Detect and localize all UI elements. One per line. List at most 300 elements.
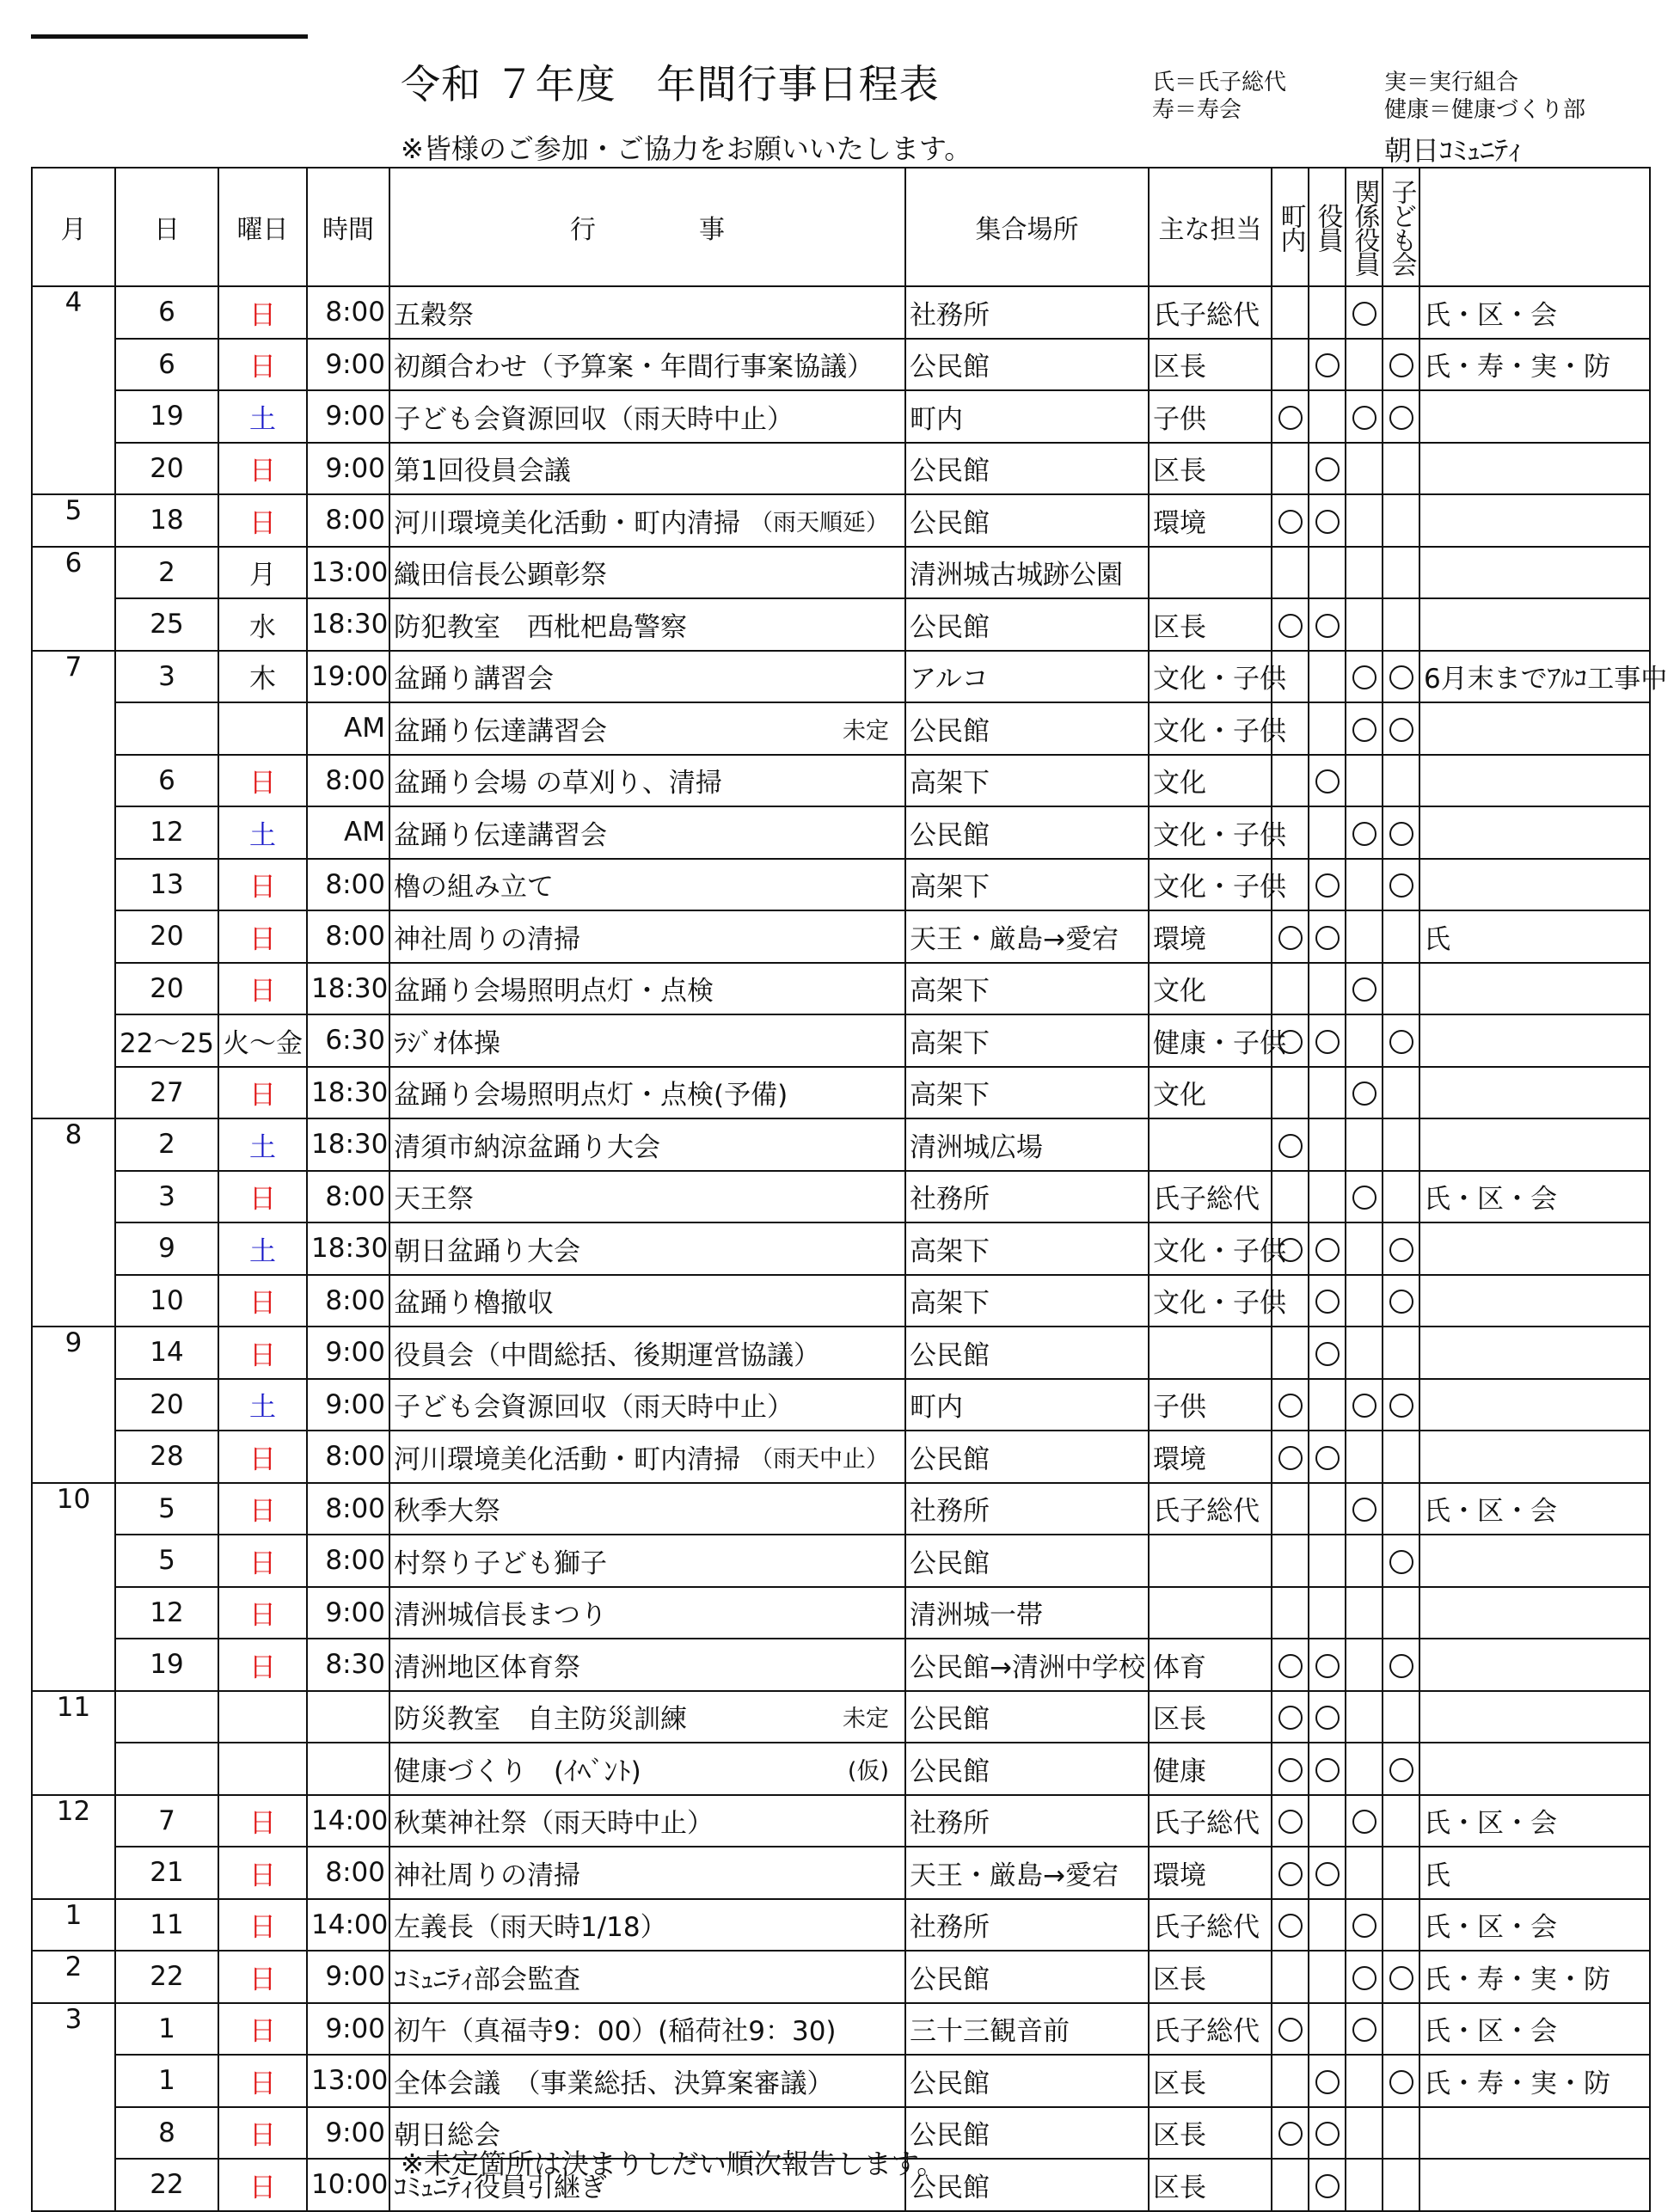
place-cell: 高架下 <box>905 1275 1149 1327</box>
note-cell <box>1419 1275 1650 1327</box>
event-content <box>394 657 901 695</box>
circle-mark-icon <box>1352 1914 1376 1938</box>
kodomo-mark-cell <box>1383 702 1419 755</box>
yakuin-mark-cell <box>1309 443 1346 495</box>
weekday-cell <box>218 702 307 755</box>
event-cell <box>389 390 905 443</box>
event-content <box>394 1541 901 1580</box>
kodomo-mark-cell <box>1383 1327 1419 1379</box>
event-content <box>394 605 901 644</box>
yakuin-mark-cell <box>1309 1014 1346 1067</box>
kodomo-mark-cell <box>1383 1275 1419 1327</box>
event-name: 天王祭 <box>394 1184 474 1216</box>
event-name: 初顔合わせ（予算案・年間行事案協議） <box>394 352 874 383</box>
col-day: 日 <box>115 168 218 286</box>
chonai-mark-cell <box>1272 2003 1309 2056</box>
kankei-mark-cell <box>1346 1222 1383 1275</box>
schedule-row <box>32 1951 1650 2003</box>
event-name: 織田信長公顕彰祭 <box>394 560 607 591</box>
circle-mark-icon <box>1315 926 1340 950</box>
event-content <box>394 813 901 852</box>
charge-cell: 氏子総代 <box>1149 1899 1272 1952</box>
event-content <box>394 1177 901 1216</box>
place-cell: 天王・厳島→愛宕 <box>905 910 1149 963</box>
circle-mark-icon <box>1315 614 1340 638</box>
circle-mark-icon <box>1315 457 1340 481</box>
yakuin-mark-cell <box>1309 859 1346 911</box>
kodomo-mark-cell <box>1383 910 1419 963</box>
place-cell: 高架下 <box>905 1014 1149 1067</box>
charge-cell <box>1149 547 1272 599</box>
charge-cell: 区長 <box>1149 1691 1272 1743</box>
circle-mark-icon <box>1352 302 1376 326</box>
month-cell: 4 <box>32 286 115 494</box>
day-cell <box>115 1691 218 1743</box>
place-cell: 清洲城一帯 <box>905 1587 1149 1639</box>
kodomo-mark-cell <box>1383 859 1419 911</box>
charge-cell: 区長 <box>1149 443 1272 495</box>
event-cell <box>389 1847 905 1899</box>
day-cell: 21 <box>115 1847 218 1899</box>
kankei-mark-cell <box>1346 1691 1383 1743</box>
chonai-mark-cell <box>1272 1535 1309 1587</box>
schedule-row <box>32 1899 1650 1952</box>
kodomo-mark-cell <box>1383 1639 1419 1691</box>
kankei-mark-cell <box>1346 1587 1383 1639</box>
time-cell: 8:30 <box>307 1639 389 1691</box>
charge-cell: 文化 <box>1149 963 1272 1015</box>
chonai-mark-cell <box>1272 963 1309 1015</box>
charge-cell: 文化 <box>1149 1067 1272 1119</box>
header-rule <box>31 34 308 39</box>
circle-mark-icon <box>1389 1290 1413 1314</box>
place-cell: 社務所 <box>905 286 1149 339</box>
kankei-mark-cell <box>1346 910 1383 963</box>
day-cell: 22 <box>115 1951 218 2003</box>
kodomo-mark-cell <box>1383 1951 1419 2003</box>
schedule-row <box>32 806 1650 859</box>
charge-cell: 体育 <box>1149 1639 1272 1691</box>
kankei-mark-cell <box>1346 963 1383 1015</box>
note-cell <box>1419 1067 1650 1119</box>
yakuin-mark-cell <box>1309 2159 1346 2211</box>
month-cell: 8 <box>32 1118 115 1327</box>
event-content <box>394 553 901 591</box>
yakuin-mark-cell <box>1309 963 1346 1015</box>
kankei-mark-cell <box>1346 2159 1383 2211</box>
time-cell: 13:00 <box>307 547 389 599</box>
day-cell: 6 <box>115 286 218 339</box>
circle-mark-icon <box>1315 1758 1340 1782</box>
day-cell: 18 <box>115 494 218 547</box>
event-name: 秋葉神社祭（雨天時中止） <box>394 1808 714 1840</box>
chonai-mark-cell <box>1272 339 1309 391</box>
yakuin-mark-cell <box>1309 1275 1346 1327</box>
circle-mark-icon <box>1352 1186 1376 1210</box>
time-cell: AM <box>307 806 389 859</box>
charge-cell: 文化・子供 <box>1149 1222 1272 1275</box>
kodomo-mark-cell <box>1383 1743 1419 1795</box>
schedule-row <box>32 1483 1650 1535</box>
event-cell <box>389 755 905 807</box>
event-name: 防災教室 自主防災訓練 <box>394 1704 687 1736</box>
day-cell: 19 <box>115 390 218 443</box>
yakuin-mark-cell <box>1309 1222 1346 1275</box>
chonai-mark-cell <box>1272 755 1309 807</box>
event-cell <box>389 1118 905 1171</box>
circle-mark-icon <box>1278 1914 1303 1938</box>
time-cell: 8:00 <box>307 910 389 963</box>
kodomo-mark-cell <box>1383 1899 1419 1952</box>
event-cell <box>389 702 905 755</box>
time-cell: 14:00 <box>307 1795 389 1847</box>
circle-mark-icon <box>1278 406 1303 430</box>
note-cell <box>1419 755 1650 807</box>
kodomo-mark-cell <box>1383 443 1419 495</box>
event-remark: 未定 <box>843 1706 889 1733</box>
event-name: 初午（真福寺9：00）(稲荷社9：30) <box>394 2016 837 2048</box>
charge-cell: 子供 <box>1149 390 1272 443</box>
place-cell: 高架下 <box>905 755 1149 807</box>
yakuin-mark-cell <box>1309 1743 1346 1795</box>
time-cell: 18:30 <box>307 1222 389 1275</box>
chonai-mark-cell <box>1272 1118 1309 1171</box>
day-cell: 5 <box>115 1483 218 1535</box>
note-cell <box>1419 494 1650 547</box>
yakuin-mark-cell <box>1309 1535 1346 1587</box>
event-name: 清洲地区体育祭 <box>394 1651 580 1683</box>
kodomo-mark-cell <box>1383 963 1419 1015</box>
circle-mark-icon <box>1315 2174 1340 2198</box>
yakuin-mark-cell <box>1309 755 1346 807</box>
col-time: 時間 <box>307 168 389 286</box>
kodomo-mark-cell <box>1383 1014 1419 1067</box>
time-cell: 8:00 <box>307 494 389 547</box>
time-cell: 8:00 <box>307 1535 389 1587</box>
weekday-cell: 土 <box>218 806 307 859</box>
month-cell: 1 <box>32 1899 115 1952</box>
place-cell: 清洲城古城跡公園 <box>905 547 1149 599</box>
day-cell: 28 <box>115 1431 218 1483</box>
time-cell: 14:00 <box>307 1899 389 1952</box>
charge-cell: 文化・子供 <box>1149 859 1272 911</box>
weekday-cell: 日 <box>218 1535 307 1587</box>
circle-mark-icon <box>1278 2122 1303 2146</box>
event-name: 盆踊り講習会 <box>394 664 554 695</box>
circle-mark-icon <box>1315 1342 1340 1366</box>
circle-mark-icon <box>1315 1706 1340 1730</box>
place-cell: 公民館 <box>905 1431 1149 1483</box>
note-cell <box>1419 963 1650 1015</box>
circle-mark-icon <box>1278 510 1303 534</box>
note-cell <box>1419 1327 1650 1379</box>
event-cell <box>389 443 905 495</box>
schedule-row <box>32 1171 1650 1223</box>
event-name: 左義長（雨天時1/18） <box>394 1912 667 1944</box>
note-cell: 氏・寿・実・防 <box>1419 2055 1650 2107</box>
place-cell: 公民館 <box>905 1743 1149 1795</box>
place-cell: 高架下 <box>905 1222 1149 1275</box>
event-cell <box>389 1743 905 1795</box>
time-cell: 8:00 <box>307 859 389 911</box>
schedule-row <box>32 339 1650 391</box>
schedule-row <box>32 2003 1650 2056</box>
yakuin-mark-cell <box>1309 1691 1346 1743</box>
event-name: 清洲城信長まつり <box>394 1600 607 1632</box>
note-cell: 氏・区・会 <box>1419 286 1650 339</box>
kodomo-mark-cell <box>1383 339 1419 391</box>
note-cell <box>1419 1118 1650 1171</box>
time-cell: 18:30 <box>307 598 389 651</box>
day-cell: 20 <box>115 1379 218 1431</box>
col-month: 月 <box>32 168 115 286</box>
yakuin-mark-cell <box>1309 651 1346 703</box>
charge-cell: 氏子総代 <box>1149 2003 1272 2056</box>
day-cell: 11 <box>115 1899 218 1952</box>
yakuin-mark-cell <box>1309 1379 1346 1431</box>
circle-mark-icon <box>1352 1810 1376 1834</box>
weekday-cell: 日 <box>218 2055 307 2107</box>
event-name: ﾗｼﾞｵ体操 <box>394 1027 500 1059</box>
event-name: 河川環境美化活動・町内清掃 <box>394 1443 740 1475</box>
schedule-row <box>32 910 1650 963</box>
schedule-row <box>32 1795 1650 1847</box>
schedule-row <box>32 1327 1650 1379</box>
kankei-mark-cell <box>1346 1275 1383 1327</box>
event-cell <box>389 1795 905 1847</box>
schedule-row <box>32 286 1650 339</box>
weekday-cell: 日 <box>218 1639 307 1691</box>
charge-cell: 環境 <box>1149 494 1272 547</box>
time-cell: AM <box>307 702 389 755</box>
charge-cell: 健康・子供 <box>1149 1014 1272 1067</box>
kankei-mark-cell <box>1346 806 1383 859</box>
event-cell <box>389 494 905 547</box>
col-weekday: 曜日 <box>218 168 307 286</box>
chonai-mark-cell <box>1272 1483 1309 1535</box>
legend-item: 氏＝氏子総代 <box>1152 70 1287 95</box>
chonai-mark-cell <box>1272 2107 1309 2160</box>
kankei-mark-cell <box>1346 1327 1383 1379</box>
kankei-mark-cell <box>1346 2055 1383 2107</box>
event-name: 子ども会資源回収（雨天時中止） <box>394 403 794 435</box>
kankei-mark-cell <box>1346 598 1383 651</box>
time-cell: 8:00 <box>307 1431 389 1483</box>
charge-cell: 区長 <box>1149 2055 1272 2107</box>
kodomo-mark-cell <box>1383 1379 1419 1431</box>
circle-mark-icon <box>1278 1238 1303 1262</box>
month-cell: 10 <box>32 1483 115 1691</box>
day-cell: 9 <box>115 1222 218 1275</box>
kankei-mark-cell <box>1346 547 1383 599</box>
event-content <box>394 2062 901 2100</box>
note-cell <box>1419 1379 1650 1431</box>
event-cell <box>389 1951 905 2003</box>
note-cell <box>1419 1431 1650 1483</box>
yakuin-mark-cell <box>1309 390 1346 443</box>
circle-mark-icon <box>1389 1966 1413 1990</box>
note-cell <box>1419 859 1650 911</box>
chonai-mark-cell <box>1272 2159 1309 2211</box>
kodomo-mark-cell <box>1383 1691 1419 1743</box>
event-name: 盆踊り会場照明点灯・点検 <box>394 976 714 1008</box>
note-cell <box>1419 1587 1650 1639</box>
event-cell <box>389 598 905 651</box>
schedule-row <box>32 1222 1650 1275</box>
event-cell <box>389 651 905 703</box>
charge-cell <box>1149 1535 1272 1587</box>
event-name: 役員会（中間総括、後期運営協議） <box>394 1339 820 1371</box>
kodomo-mark-cell <box>1383 390 1419 443</box>
chonai-mark-cell <box>1272 1431 1309 1483</box>
circle-mark-icon <box>1315 2070 1340 2094</box>
day-cell: 2 <box>115 1118 218 1171</box>
day-cell <box>115 702 218 755</box>
weekday-cell: 火〜金 <box>218 1014 307 1067</box>
time-cell: 8:00 <box>307 286 389 339</box>
event-cell <box>389 1899 905 1952</box>
month-cell: 12 <box>32 1795 115 1899</box>
event-content <box>394 1229 901 1268</box>
kankei-mark-cell <box>1346 1431 1383 1483</box>
weekday-cell: 日 <box>218 1327 307 1379</box>
note-cell <box>1419 1014 1650 1067</box>
kankei-mark-cell <box>1346 339 1383 391</box>
schedule-row <box>32 1535 1650 1587</box>
place-cell: 公民館 <box>905 2107 1149 2160</box>
weekday-cell <box>218 1691 307 1743</box>
kodomo-mark-cell <box>1383 598 1419 651</box>
weekday-cell: 水 <box>218 598 307 651</box>
weekday-cell: 日 <box>218 494 307 547</box>
kankei-mark-cell <box>1346 1795 1383 1847</box>
event-cell <box>389 286 905 339</box>
chonai-mark-cell <box>1272 1691 1309 1743</box>
day-cell: 3 <box>115 651 218 703</box>
legend-item: 健康＝健康づくり部 <box>1384 97 1586 123</box>
note-cell <box>1419 390 1650 443</box>
place-cell: 高架下 <box>905 859 1149 911</box>
note-cell: 6月末までｱﾙｺ工事中 <box>1419 651 1650 703</box>
weekday-cell: 木 <box>218 651 307 703</box>
note-cell <box>1419 598 1650 651</box>
circle-mark-icon <box>1278 1654 1303 1678</box>
circle-mark-icon <box>1352 822 1376 846</box>
schedule-row <box>32 702 1650 755</box>
month-cell: 5 <box>32 494 115 547</box>
col-chonai: 町内 <box>1272 168 1309 286</box>
footer-note: ※未定箇所は決まりしだい順次報告します。 <box>401 2148 945 2180</box>
legend-left <box>1152 69 1286 124</box>
time-cell: 19:00 <box>307 651 389 703</box>
organization-name: 朝日ｺﾐｭﾆﾃｨ <box>1384 134 1523 167</box>
event-name: 防犯教室 西枇杷島警察 <box>394 611 687 643</box>
schedule-row <box>32 1743 1650 1795</box>
event-name: 盆踊り会場 の草刈り、清掃 <box>394 768 722 800</box>
circle-mark-icon <box>1315 873 1340 898</box>
month-cell: 7 <box>32 651 115 1119</box>
kodomo-mark-cell <box>1383 1222 1419 1275</box>
event-remark: (仮) <box>847 1757 889 1785</box>
charge-cell: 環境 <box>1149 910 1272 963</box>
charge-cell: 文化・子供 <box>1149 1275 1272 1327</box>
yakuin-mark-cell <box>1309 1067 1346 1119</box>
event-name: 朝日盆踊り大会 <box>394 1235 580 1267</box>
time-cell: 9:00 <box>307 2107 389 2160</box>
note-cell: 氏・区・会 <box>1419 1483 1650 1535</box>
day-cell: 20 <box>115 443 218 495</box>
event-cell <box>389 806 905 859</box>
event-name: 盆踊り伝達講習会 <box>394 715 607 747</box>
time-cell: 9:00 <box>307 1379 389 1431</box>
circle-mark-icon <box>1278 1394 1303 1418</box>
circle-mark-icon <box>1389 1654 1413 1678</box>
event-content <box>394 1437 901 1476</box>
place-cell: 公民館 <box>905 1535 1149 1587</box>
circle-mark-icon <box>1278 1134 1303 1158</box>
schedule-row <box>32 494 1650 547</box>
event-content <box>394 1854 901 1892</box>
kankei-mark-cell <box>1346 2107 1383 2160</box>
circle-mark-icon <box>1389 406 1413 430</box>
time-cell: 18:30 <box>307 1118 389 1171</box>
month-cell: 11 <box>32 1691 115 1795</box>
yakuin-mark-cell <box>1309 286 1346 339</box>
charge-cell: 区長 <box>1149 1951 1272 2003</box>
col-kodomo: 子ども会 <box>1383 168 1419 286</box>
note-cell: 氏・区・会 <box>1419 1899 1650 1952</box>
chonai-mark-cell <box>1272 1847 1309 1899</box>
event-cell <box>389 1171 905 1223</box>
schedule-row <box>32 547 1650 599</box>
event-name: 秋季大祭 <box>394 1496 500 1528</box>
weekday-cell: 土 <box>218 1379 307 1431</box>
weekday-cell: 土 <box>218 390 307 443</box>
charge-cell: 区長 <box>1149 339 1272 391</box>
note-cell: 氏・区・会 <box>1419 2003 1650 2056</box>
kankei-mark-cell <box>1346 1067 1383 1119</box>
event-name: ｺﾐｭﾆﾃｨ役員引継ぎ <box>394 2172 607 2203</box>
kankei-mark-cell <box>1346 1171 1383 1223</box>
chonai-mark-cell <box>1272 443 1309 495</box>
yakuin-mark-cell <box>1309 2107 1346 2160</box>
event-content <box>394 397 901 436</box>
day-cell: 5 <box>115 1535 218 1587</box>
kankei-mark-cell <box>1346 1639 1383 1691</box>
chonai-mark-cell <box>1272 1379 1309 1431</box>
schedule-row <box>32 1067 1650 1119</box>
time-cell: 9:00 <box>307 443 389 495</box>
place-cell: 公民館 <box>905 443 1149 495</box>
event-cell <box>389 1483 905 1535</box>
schedule-row <box>32 390 1650 443</box>
event-name: 盆踊り会場照明点灯・点検(予備) <box>394 1080 788 1112</box>
time-cell <box>307 1743 389 1795</box>
circle-mark-icon <box>1278 926 1303 950</box>
page-title: 令和 ７年度 年間行事日程表 <box>401 61 940 107</box>
kankei-mark-cell <box>1346 1014 1383 1067</box>
kodomo-mark-cell <box>1383 494 1419 547</box>
event-content <box>394 449 901 487</box>
weekday-cell: 日 <box>218 859 307 911</box>
circle-mark-icon <box>1389 2070 1413 2094</box>
day-cell: 6 <box>115 339 218 391</box>
charge-cell: 文化 <box>1149 755 1272 807</box>
kankei-mark-cell <box>1346 755 1383 807</box>
weekday-cell: 日 <box>218 443 307 495</box>
chonai-mark-cell <box>1272 1067 1309 1119</box>
event-cell <box>389 1639 905 1691</box>
